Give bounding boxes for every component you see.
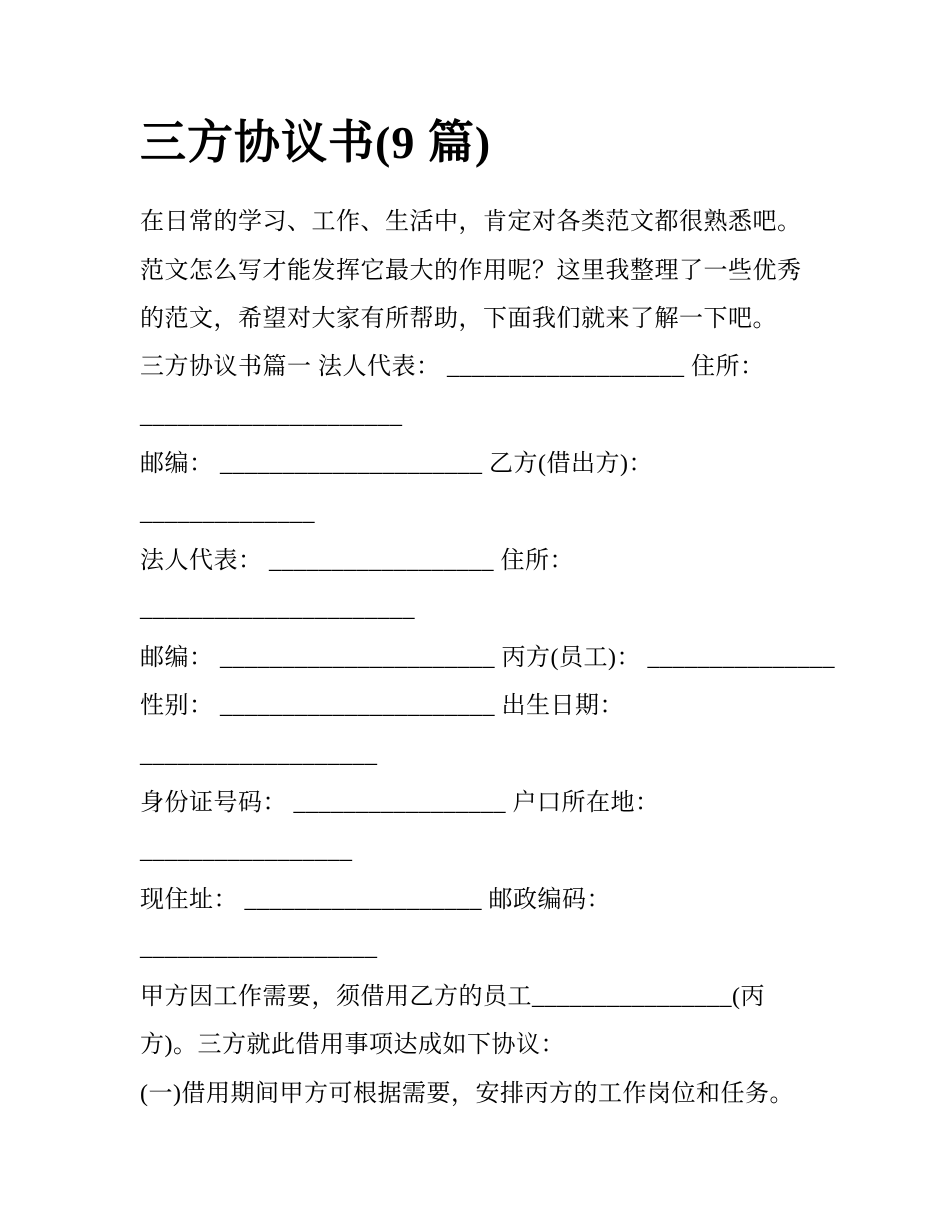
document-line: (一)借用期间甲方可根据需要，安排丙方的工作岗位和任务。: [140, 1080, 794, 1107]
document-line-blank: _________________: [140, 838, 353, 865]
document-line-blank: _____________________: [140, 402, 403, 429]
document-line: 现住址： ___________________ 邮政编码：: [140, 886, 611, 913]
document-line: 在日常的学习、工作、生活中，肯定对各类范文都很熟悉吧。: [140, 209, 802, 236]
document-line: 范文怎么写才能发挥它最大的作用呢？这里我整理了一些优秀: [140, 257, 802, 284]
document-line: 方)。三方就此借用事项达成如下协议：: [140, 1032, 565, 1059]
document-line: 邮编： _____________________ 乙方(借出方)：: [140, 451, 653, 478]
document-line-blank: ___________________: [140, 741, 378, 768]
document-line-blank: ______________: [140, 499, 315, 526]
document-line: 邮编： ______________________ 丙方(员工)： _______________: [140, 644, 835, 671]
document-line-blank: ______________________: [140, 596, 415, 623]
document-title: 三方协议书(9 篇): [140, 117, 492, 168]
document-line: 身份证号码： _________________ 户口所在地：: [140, 790, 660, 817]
document-line: 的范文，希望对大家有所帮助，下面我们就来了解一下吧。: [140, 306, 777, 332]
document-line-blank: ___________________: [140, 935, 378, 962]
document-line: 性别： ______________________ 出生日期：: [140, 693, 624, 720]
document-line: 甲方因工作需要，须借用乙方的员工________________(丙: [140, 983, 765, 1010]
document-line: 三方协议书篇一 法人代表： ___________________ 住所：: [140, 354, 765, 381]
document-line: 法人代表： __________________ 住所：: [140, 548, 574, 575]
